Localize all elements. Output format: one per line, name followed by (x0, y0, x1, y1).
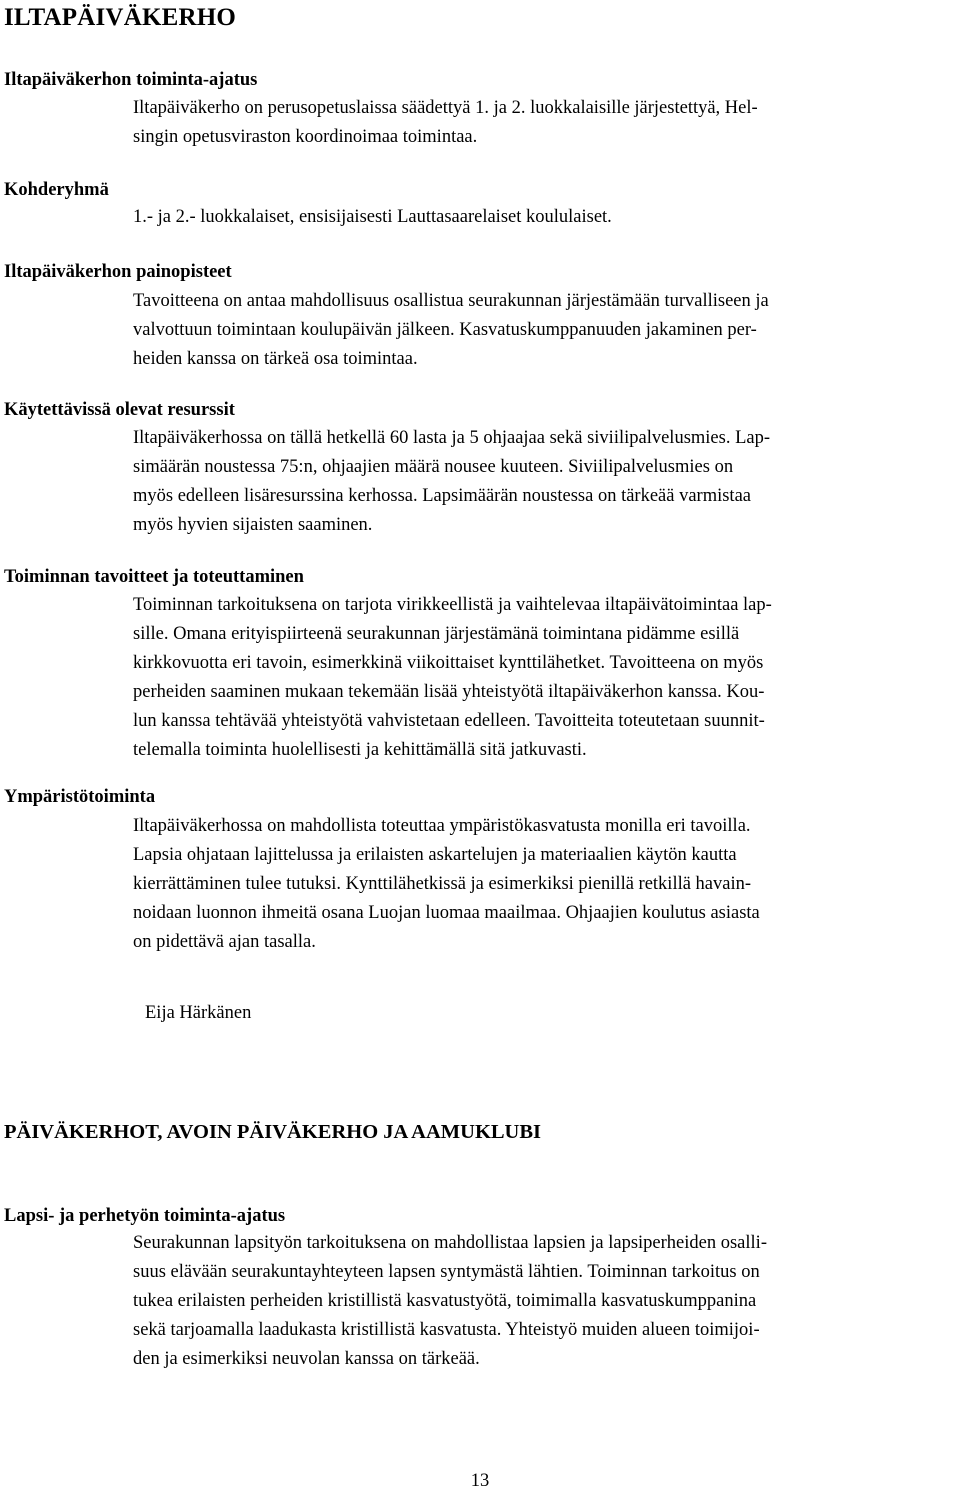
text-line: kierrättäminen tulee tutuksi. Kynttilähetkissä ja esimerkiksi pienillä retkillä havain- (133, 874, 752, 894)
text-line: Iltapäiväkerhossa on mahdollista toteuttaa ympäristökasvatusta monilla eri tavoilla. (133, 816, 751, 836)
text-line: on pidettävä ajan tasalla. (133, 932, 316, 952)
section-body-tavoitteet (133, 591, 955, 765)
second-document-title: PÄIVÄKERHOT, AVOIN PÄIVÄKERHO JA AAMUKLUBI (4, 1121, 542, 1143)
section-heading-painopisteet: Iltapäiväkerhon painopisteet (4, 262, 232, 282)
section-body-painopisteet (133, 287, 955, 374)
text-line: Iltapäiväkerho on perusopetuslaissa säädettyä 1. ja 2. luokkalaisille järjestettyä, Hel- (133, 98, 758, 118)
text-line: myös hyvien sijaisten saaminen. (133, 515, 373, 535)
section-body-resurssit (133, 424, 955, 540)
text-line: 1.- ja 2.- luokkalaiset, ensisijaisesti Lauttasaarelaiset koululaiset. (133, 207, 612, 227)
text-line: Iltapäiväkerhossa on tällä hetkellä 60 lasta ja 5 ohjaajaa sekä siviilipalvelusmies. Lap- (133, 428, 771, 448)
section-body-kohderyhma (133, 203, 955, 232)
text-line: singin opetusviraston koordinoimaa toimintaa. (133, 127, 478, 147)
text-line: den ja esimerkiksi neuvolan kanssa on tärkeää. (133, 1349, 480, 1369)
signature: Eija Härkänen (145, 1003, 252, 1023)
text-line: Toiminnan tarkoituksena on tarjota virikkeellistä ja vaihtelevaa iltapäivätoimintaa lap- (133, 595, 772, 615)
document-title: ILTAPÄIVÄKERHO (4, 4, 237, 31)
text-line: kirkkovuotta eri tavoin, esimerkkinä viikoittaiset kynttilähetket. Tavoitteena on myös (133, 653, 764, 673)
page-number: 13 (470, 1471, 490, 1491)
text-line: Seurakunnan lapsityön tarkoituksena on mahdollistaa lapsien ja lapsiperheiden osalli- (133, 1233, 767, 1253)
section-heading-ymparistotoiminta: Ympäristötoiminta (4, 787, 156, 807)
text-line: sekä tarjoamalla laadukasta kristillistä kasvatusta. Yhteistyö muiden alueen toimijoi- (133, 1320, 760, 1340)
section-heading-kohderyhma: Kohderyhmä (4, 180, 109, 200)
text-line: myös edelleen lisäresurssina kerhossa. Lapsimäärän noustessa on tärkeää varmistaa (133, 486, 751, 506)
text-line: Lapsia ohjataan lajittelussa ja erilaisten askartelujen ja materiaalien käytön kautta (133, 845, 737, 865)
section-heading-lapsi-ja-perhetyo: Lapsi- ja perhetyön toiminta-ajatus (4, 1206, 286, 1226)
text-line: heiden kanssa on tärkeä osa toimintaa. (133, 349, 418, 369)
text-line: lun kanssa tehtävää yhteistyötä vahvistetaan edelleen. Tavoitteita toteutetaan suunnit- (133, 711, 765, 731)
text-line: Tavoitteena on antaa mahdollisuus osallistua seurakunnan järjestämään turvalliseen ja (133, 291, 769, 311)
section-body-lapsi-ja-perhetyo (133, 1229, 955, 1374)
section-body-toiminta-ajatus (133, 94, 955, 152)
text-line: tukea erilaisten perheiden kristillistä kasvatustyötä, toimimalla kasvatuskumppanina (133, 1291, 757, 1311)
section-heading-tavoitteet: Toiminnan tavoitteet ja toteuttaminen (4, 567, 304, 587)
text-line: telemalla toiminta huolellisesti ja kehittämällä sitä jatkuvasti. (133, 740, 587, 760)
section-body-ymparistotoiminta (133, 812, 955, 957)
text-line: perheiden saaminen mukaan tekemään lisää yhteistyötä iltapäiväkerhon kanssa. Kou- (133, 682, 765, 702)
section-heading-toiminta-ajatus: Iltapäiväkerhon toiminta-ajatus (4, 70, 258, 90)
text-line: suus elävään seurakuntayhteyteen lapsen syntymästä lähtien. Toiminnan tarkoitus on (133, 1262, 760, 1282)
section-heading-resurssit: Käytettävissä olevat resurssit (4, 400, 235, 420)
text-line: simäärän noustessa 75:n, ohjaajien määrä nousee kuuteen. Siviilipalvelusmies on (133, 457, 734, 477)
text-line: noidaan luonnon ihmeitä osana Luojan luomaa maailmaa. Ohjaajien koulutus asiasta (133, 903, 760, 923)
text-line: valvottuun toimintaan koulupäivän jälkeen. Kasvatuskumppanuuden jakaminen per- (133, 320, 757, 340)
text-line: sille. Omana erityispiirteenä seurakunnan järjestämänä toimintana pidämme esillä (133, 624, 740, 644)
